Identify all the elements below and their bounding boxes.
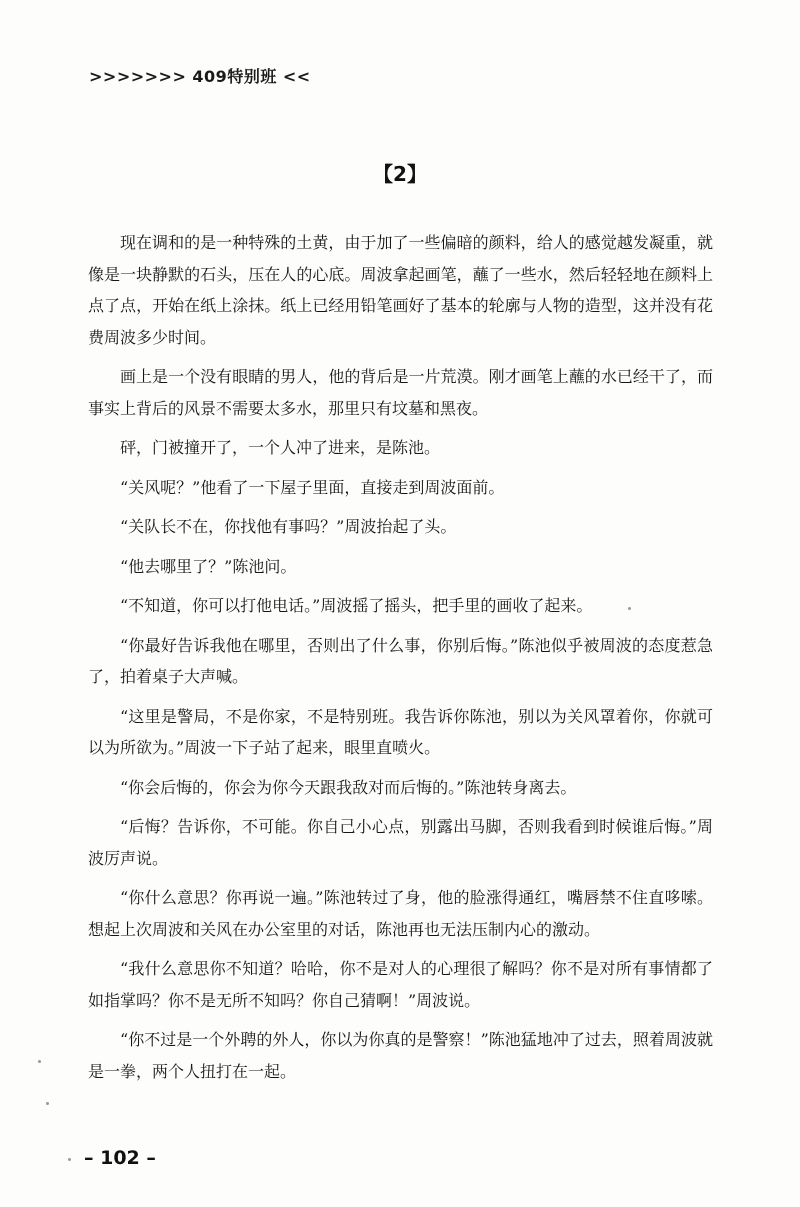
scan-speck — [628, 607, 631, 610]
page-number: – 102 – — [84, 1147, 156, 1169]
paragraph: “关风呢？”他看了一下屋子里面，直接走到周波面前。 — [120, 477, 505, 497]
body-text — [88, 227, 713, 1095]
paragraph: 砰，门被撞开了，一个人冲了进来，是陈池。 — [120, 438, 441, 457]
paragraph: “你最好告诉我他在哪里，否则出了什么事，你别后悔。”陈池似乎被周波的态度惹急了，拍着桌子大声喊。 — [88, 635, 713, 686]
scan-speck — [38, 1060, 41, 1063]
running-header: >>>>>>> 409特别班 << — [89, 67, 311, 86]
paragraph: “我什么意思你不知道？哈哈，你不是对人的心理很了解吗？你不是对所有事情都了如指掌吗？你不是无所不知吗？你自己猜啊！”周波说。 — [88, 959, 713, 1010]
paragraph: “他去哪里了？”陈池问。 — [120, 556, 297, 576]
section-heading: 【2】 — [373, 162, 427, 186]
paragraph: “关队长不在，你找他有事吗？”周波抬起了头。 — [120, 517, 457, 536]
paragraph: “你什么意思？你再说一遍。”陈池转过了身，他的脸涨得通红，嘴唇禁不住直哆嗦。想起上次周波和关风在办公室里的对话，陈池再也无法压制内心的激动。 — [88, 888, 713, 939]
paragraph: 现在调和的是一种特殊的土黄，由于加了一些偏暗的颜料，给人的感觉越发凝重，就像是一块静默的石头，压在人的心底。周波拿起画笔，蘸了一些水，然后轻轻地在颜料上点了点，开始在纸上涂抹。纸上已经用铅笔画好了基本的轮廓与人物的造型，这并没有花费周波多少时间。 — [88, 233, 713, 347]
paragraph: “这里是警局，不是你家，不是特别班。我告诉你陈池，别以为关风罩着你，你就可以为所欲为。”周波一下子站了起来，眼里直喷火。 — [88, 706, 713, 757]
paragraph: “后悔？告诉你，不可能。你自己小心点，别露出马脚，否则我看到时候谁后悔。”周波厉声说。 — [88, 817, 713, 868]
scan-speck — [46, 1102, 49, 1105]
paragraph: “不知道，你可以打他电话。”周波摇了摇头，把手里的画收了起来。 — [120, 596, 593, 615]
paragraph: 画上是一个没有眼睛的男人，他的背后是一片荒漠。刚才画笔上蘸的水已经干了，而事实上背后的风景不需要太多水，那里只有坟墓和黑夜。 — [88, 367, 713, 418]
scan-speck — [68, 1158, 71, 1161]
paragraph: “你会后悔的，你会为你今天跟我敌对而后悔的。”陈池转身离去。 — [120, 777, 577, 797]
paragraph: “你不过是一个外聘的外人，你以为你真的是警察！”陈池猛地冲了过去，照着周波就是一拳，两个人扭打在一起。 — [88, 1030, 713, 1081]
